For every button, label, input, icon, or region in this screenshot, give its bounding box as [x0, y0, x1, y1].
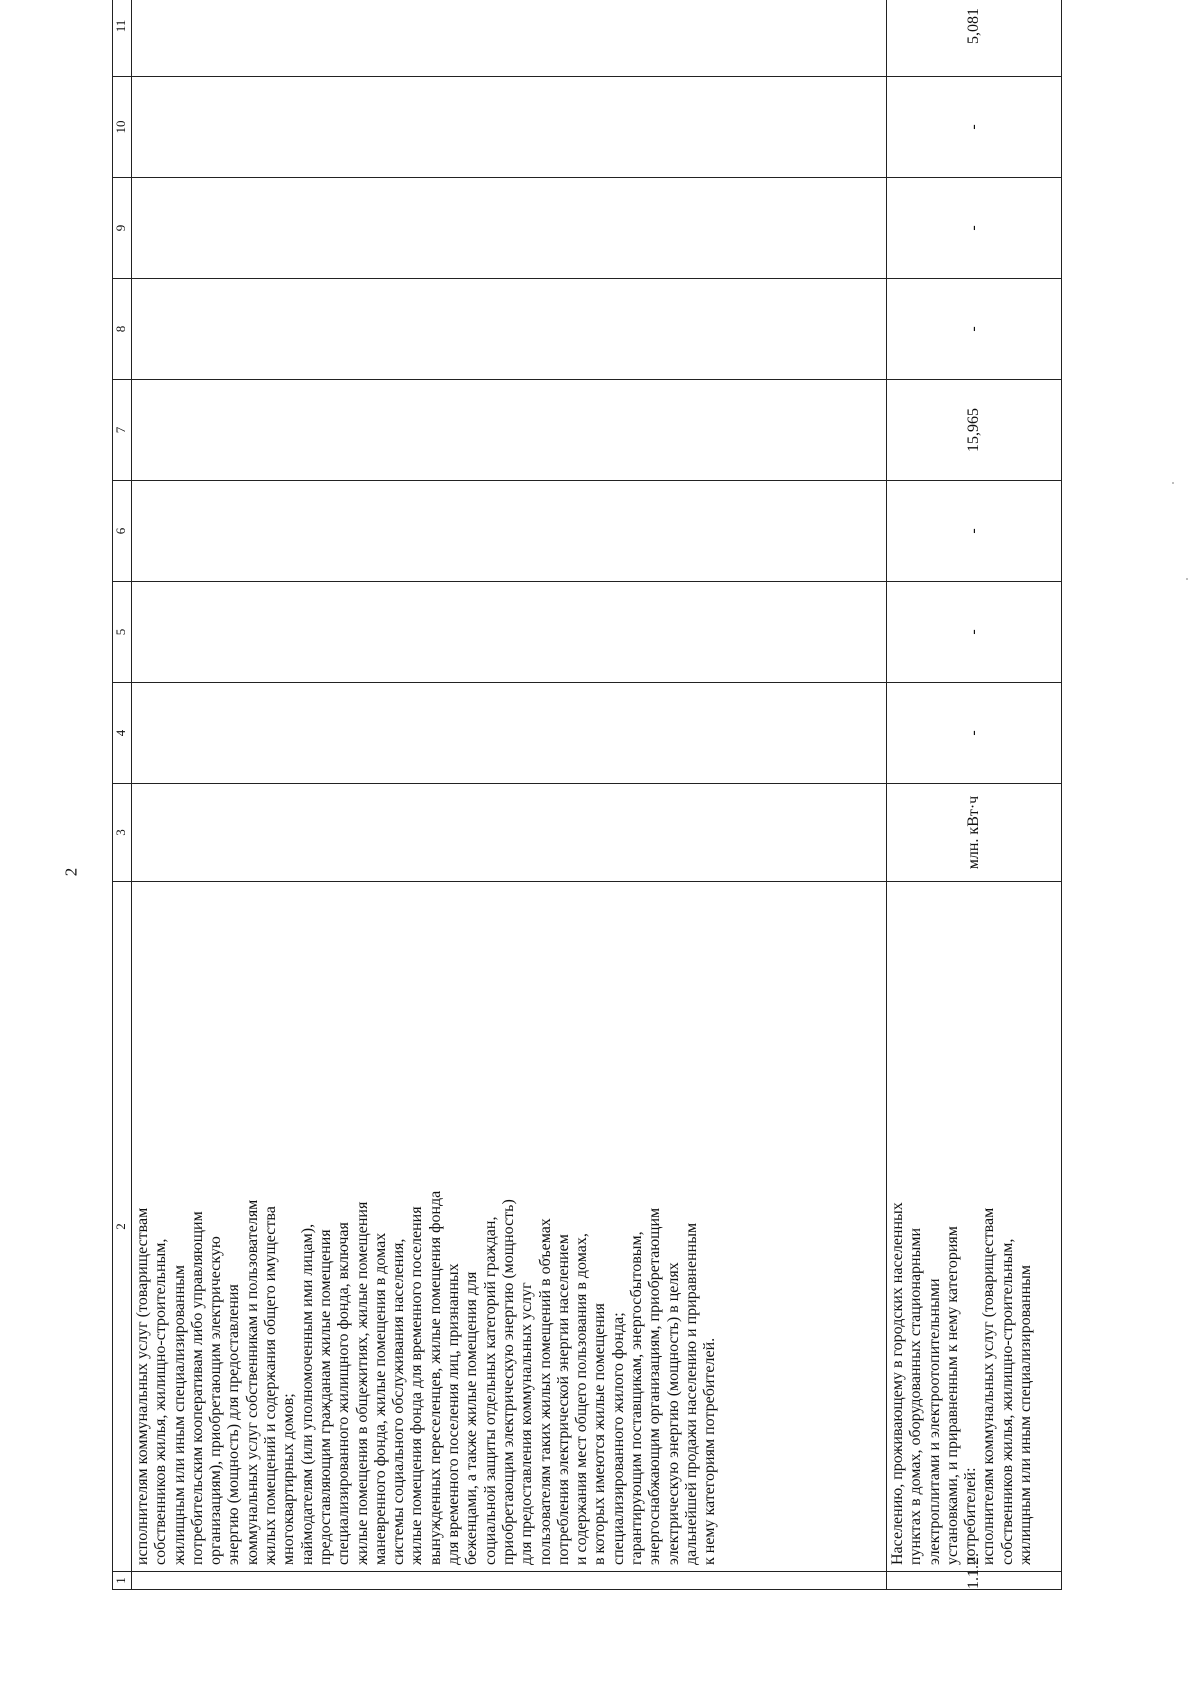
value-cell	[132, 481, 887, 582]
value-cell: -	[887, 481, 1062, 582]
description-line: для предоставления коммунальных услуг	[518, 1282, 536, 1565]
description-line: Населению, проживающему в городских населенных	[889, 1202, 906, 1565]
page-number: 2	[61, 867, 81, 877]
value-cell	[132, 77, 887, 178]
description-line: приобретающим электрическую энергию (мощность)	[499, 1199, 517, 1565]
description-line: специализированного жилищного фонда, включая	[335, 1222, 353, 1565]
description-line: жилищным или иным специализированным	[1017, 1264, 1035, 1565]
description-line: многоквартирных домов;	[280, 1393, 298, 1565]
description-line: пользователям таких жилых помещений в объемах	[536, 1218, 554, 1565]
unit-cell	[132, 784, 887, 882]
value-cell: -	[887, 279, 1062, 380]
description-line: для временного поселения лиц, признанных	[445, 1263, 463, 1565]
scan-speck	[1172, 482, 1174, 484]
description-line: пунктах в домах, оборудованных стационарными	[907, 1227, 925, 1565]
description-line: жилые помещения фонда для временного поселения	[408, 1206, 426, 1565]
value-cell: 5,081	[887, 0, 1062, 77]
value-cell	[132, 380, 887, 481]
value-cell: -	[887, 77, 1062, 178]
header-cell: 11	[113, 0, 132, 77]
description-line: собственников жилья, жилищно-строительным,	[998, 1238, 1016, 1565]
row-number-cell: 1.1.2.	[887, 1572, 1062, 1590]
value-cell: 15,965	[887, 380, 1062, 481]
header-cell: 5	[113, 582, 132, 683]
description-line: беженцами, а также жилые помещения для	[463, 1271, 481, 1565]
value-cell	[132, 0, 887, 77]
description-line: жилищным или иным специализированным	[170, 1264, 188, 1565]
value-cell	[132, 178, 887, 279]
header-cell: 6	[113, 481, 132, 582]
description-line: электрическую энергию (мощность) в целях	[664, 1262, 682, 1565]
value-cell: -	[887, 683, 1062, 784]
description-line: исполнителям коммунальных услуг (товариществам	[980, 1207, 998, 1565]
description-line: жилые помещения в общежитиях, жилые помещения	[353, 1201, 371, 1565]
description-cell	[887, 882, 1062, 1572]
description-line: собственников жилья, жилищно-строительным,	[152, 1238, 170, 1565]
description-line: коммунальных услуг собственникам и пользователям	[243, 1199, 261, 1565]
description-line: дальнейшей продажи населению и приравненным	[682, 1222, 700, 1565]
header-cell: 3	[113, 784, 132, 882]
description-line: в которых имеются жилые помещения	[591, 1303, 609, 1565]
scan-speck	[1186, 578, 1188, 580]
description-line: предоставляющим гражданам жилые помещения	[316, 1229, 334, 1565]
unit-cell: млн. кВт·ч	[887, 784, 1062, 882]
value-cell	[132, 683, 887, 784]
description-line: специализированного жилого фонда;	[609, 1312, 627, 1565]
data-table	[112, 0, 1062, 1590]
header-cell: 1	[113, 1572, 132, 1590]
description-line: потребительским кооперативам либо управляющим	[188, 1211, 206, 1565]
table-row	[132, 0, 887, 1590]
value-cell: -	[887, 582, 1062, 683]
description-cell	[132, 882, 887, 1572]
description-line: системы социального обслуживания населения,	[390, 1238, 408, 1565]
description-line: социальной защиты отдельных категорий граждан,	[481, 1216, 499, 1565]
header-row	[113, 0, 132, 1590]
header-cell: 9	[113, 178, 132, 279]
value-cell	[132, 279, 887, 380]
description-line: исполнителям коммунальных услуг (товариществам	[134, 1207, 151, 1565]
description-line: установками, и приравненным к нему категориям	[943, 1226, 961, 1565]
description-line: и содержания мест общего пользования в домах,	[573, 1233, 591, 1565]
description-line: потребителей:	[962, 1467, 980, 1565]
header-cell: 7	[113, 380, 132, 481]
description-line: маневренного фонда, жилые помещения в домах	[371, 1232, 389, 1565]
header-cell: 4	[113, 683, 132, 784]
description-line: энергию (мощность) для предоставления	[225, 1284, 243, 1565]
header-cell: 8	[113, 279, 132, 380]
header-cell: 10	[113, 77, 132, 178]
description-line: к нему категориям потребителей.	[701, 1337, 719, 1565]
value-cell: -	[887, 178, 1062, 279]
row-number-cell	[132, 1572, 887, 1590]
header-cell: 2	[113, 882, 132, 1572]
description-line: энергоснабжающим организациям, приобретающим	[646, 1207, 664, 1565]
table-row	[887, 0, 1062, 1590]
description-line: потребления электрической энергии населением	[554, 1234, 572, 1565]
rotated-table-container	[112, 8, 1090, 1590]
description-line: жилых помещений и содержания общего имущества	[262, 1206, 280, 1565]
description-line: гарантирующим поставщикам, энергосбытовым,	[628, 1231, 646, 1565]
description-line: наймодателям (или уполномоченным ими лицам),	[298, 1223, 316, 1565]
description-line: электроплитами и электроотопительными	[925, 1278, 943, 1565]
description-line: организациям), приобретающим электрическую	[207, 1236, 225, 1565]
value-cell	[132, 582, 887, 683]
description-line: вынужденных переселенцев, жилые помещения фонда	[426, 1190, 444, 1565]
